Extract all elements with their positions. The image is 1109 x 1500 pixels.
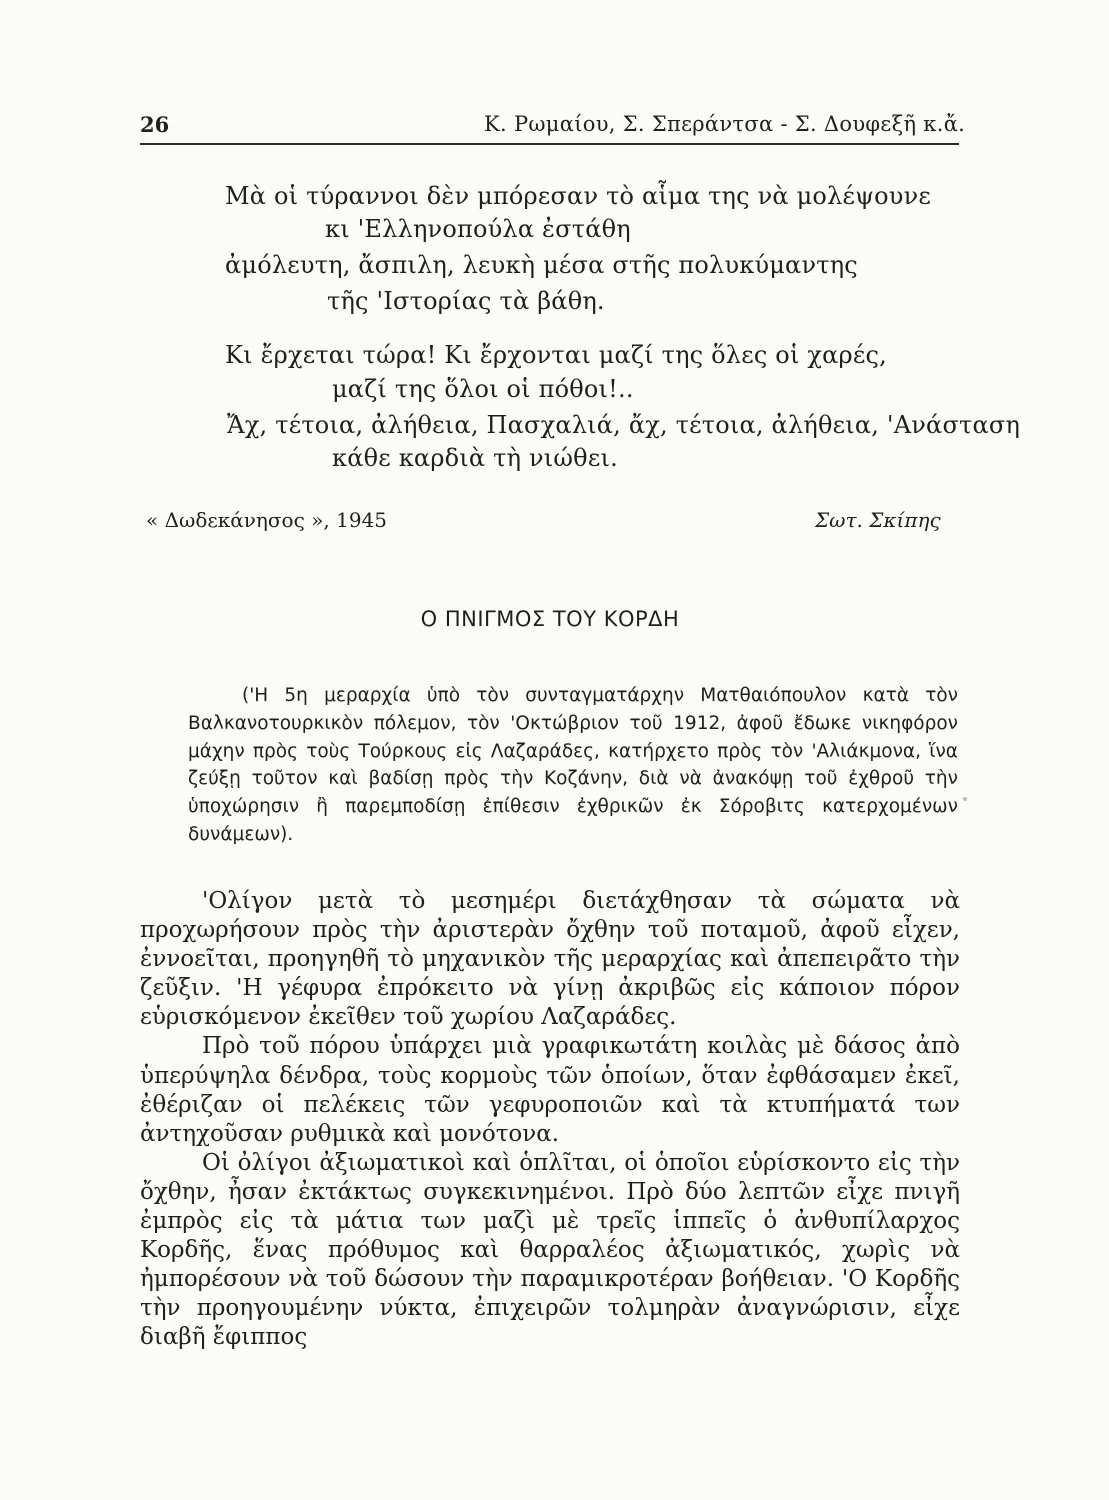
poem-line-4: τῆς 'Ιστορίας τὰ βάθη.: [327, 287, 605, 315]
margin-speck: [963, 797, 967, 801]
poem-line-6: μαζί της ὅλοι οἱ πόθοι!..: [332, 375, 634, 403]
poem-line-8: κάθε καρδιὰ τὴ νιώθει.: [332, 444, 618, 472]
page-number: 26: [140, 112, 170, 137]
poem-line-7: Ἄχ, τέτοια, ἀλήθεια, Πασχαλιά, ἄχ, τέτοια, ἀλήθεια, 'Ανάσταση: [227, 411, 1021, 439]
intro-paragraph: ('Η 5η μεραρχία ὑπὸ τὸν συνταγματάρχην Ματθαιόπουλον κατὰ τὸν Βαλκανοτουρκικὸν πόλεμον, τὸν 'Οκτώβριον τοῦ 1912, ἀφοῦ ἔδωκε νικηφόρον μάχην πρὸς τοὺς Τούρκους εἰς Λαζαράδες, κατήρχετο πρὸς τὸν 'Αλιάκμονα, ἵνα ζεύξῃ τοῦτον καὶ βαδίσῃ πρὸς τὴν Κοζάνην, διὰ νὰ ἀνακόψῃ τοῦ ἐχθροῦ τὴν ὑποχώρησιν ἢ παρεμποδίσῃ ἐπίθεσιν ἐχθρικῶν ἐκ Σόροβιτς κατερχομένων δυνάμεων).: [188, 685, 958, 845]
article-title: Ο ΠΝΙΓΜΟΣ ΤΟΥ ΚΟΡΔΗ: [420, 607, 680, 631]
poem-line-3: ἀμόλευτη, ἄσπιλη, λευκὴ μέσα στῆς πολυκύμαντης: [225, 251, 858, 279]
article-intro: [188, 682, 958, 849]
poem-source: « Δωδεκάνησος », 1945: [146, 508, 387, 532]
poem-author: Σωτ. Σκίπης: [815, 508, 941, 532]
poem-line-2: κι 'Ελληνοπούλα ἐστάθη: [325, 215, 631, 243]
article-body: [140, 887, 960, 1353]
body-paragraph-2: Πρὸ τοῦ πόρου ὑπάρχει μιὰ γραφικωτάτη κοιλὰς μὲ δάσος ἀπὸ ὑπερύψηλα δένδρα, τοὺς κορμοὺς τῶν ὁποίων, ὅταν ἐφθάσαμεν ἐκεῖ, ἐθέριζαν οἱ πελέκεις τῶν γεφυροποιῶν καὶ τὰ κτυπήματά των ἀντηχοῦσαν ρυθμικὰ καὶ μονότονα.: [140, 1033, 960, 1147]
poem-line-5: Κι ἔρχεται τώρα! Κι ἔρχονται μαζί της ὅλες οἱ χαρές,: [225, 341, 887, 369]
body-paragraph-3: Οἱ ὀλίγοι ἀξιωματικοὶ καὶ ὁπλῖται, οἱ ὁποῖοι εὑρίσκοντο εἰς τὴν ὄχθην, ἦσαν ἐκτάκτως συγκεκινημένοι. Πρὸ δύο λεπτῶν εἶχε πνιγῆ ἐμπρὸς εἰς τὰ μάτια των μαζὶ μὲ τρεῖς ἱππεῖς ὁ ἀνθυπίλαρχος Κορδῆς, ἕνας πρόθυμος καὶ θαρραλέος ἀξιωματικός, χωρὶς νὰ ἠμπορέσουν νὰ τοῦ δώσουν τὴν παραμικροτέραν βοήθειαν. 'Ο Κορδῆς τὴν προηγουμένην νύκτα, ἐπιχειρῶν τολμηρὰν ἀναγνώρισιν, εἶχε διαβῆ ἔφιππος: [140, 1149, 960, 1351]
body-paragraph-1: 'Ολίγον μετὰ τὸ μεσημέρι διετάχθησαν τὰ σώματα νὰ προχωρήσουν πρὸς τὴν ἀριστερὰν ὄχθην τοῦ ποταμοῦ, ἀφοῦ εἶχεν, ἐννοεῖται, προηγηθῆ τὸ μηχανικὸν τῆς μεραρχίας καὶ ἀπεπειρᾶτο τὴν ζεῦξιν. 'Η γέφυρα ἐπρόκειτο νὰ γίνῃ ἀκριβῶς εἰς κάποιον πόρον εὑρισκόμενον ἐκεῖθεν τοῦ χωρίου Λαζαράδες.: [140, 888, 960, 1031]
poem-line-1: Μὰ οἱ τύραννοι δὲν μπόρεσαν τὸ αἷμα της νὰ μολέψουνε: [225, 182, 932, 210]
header-rule: [140, 143, 959, 145]
running-title: Κ. Ρωμαίου, Σ. Σπεράντσα - Σ. Δουφεξῆ κ.ἄ.: [484, 112, 966, 136]
